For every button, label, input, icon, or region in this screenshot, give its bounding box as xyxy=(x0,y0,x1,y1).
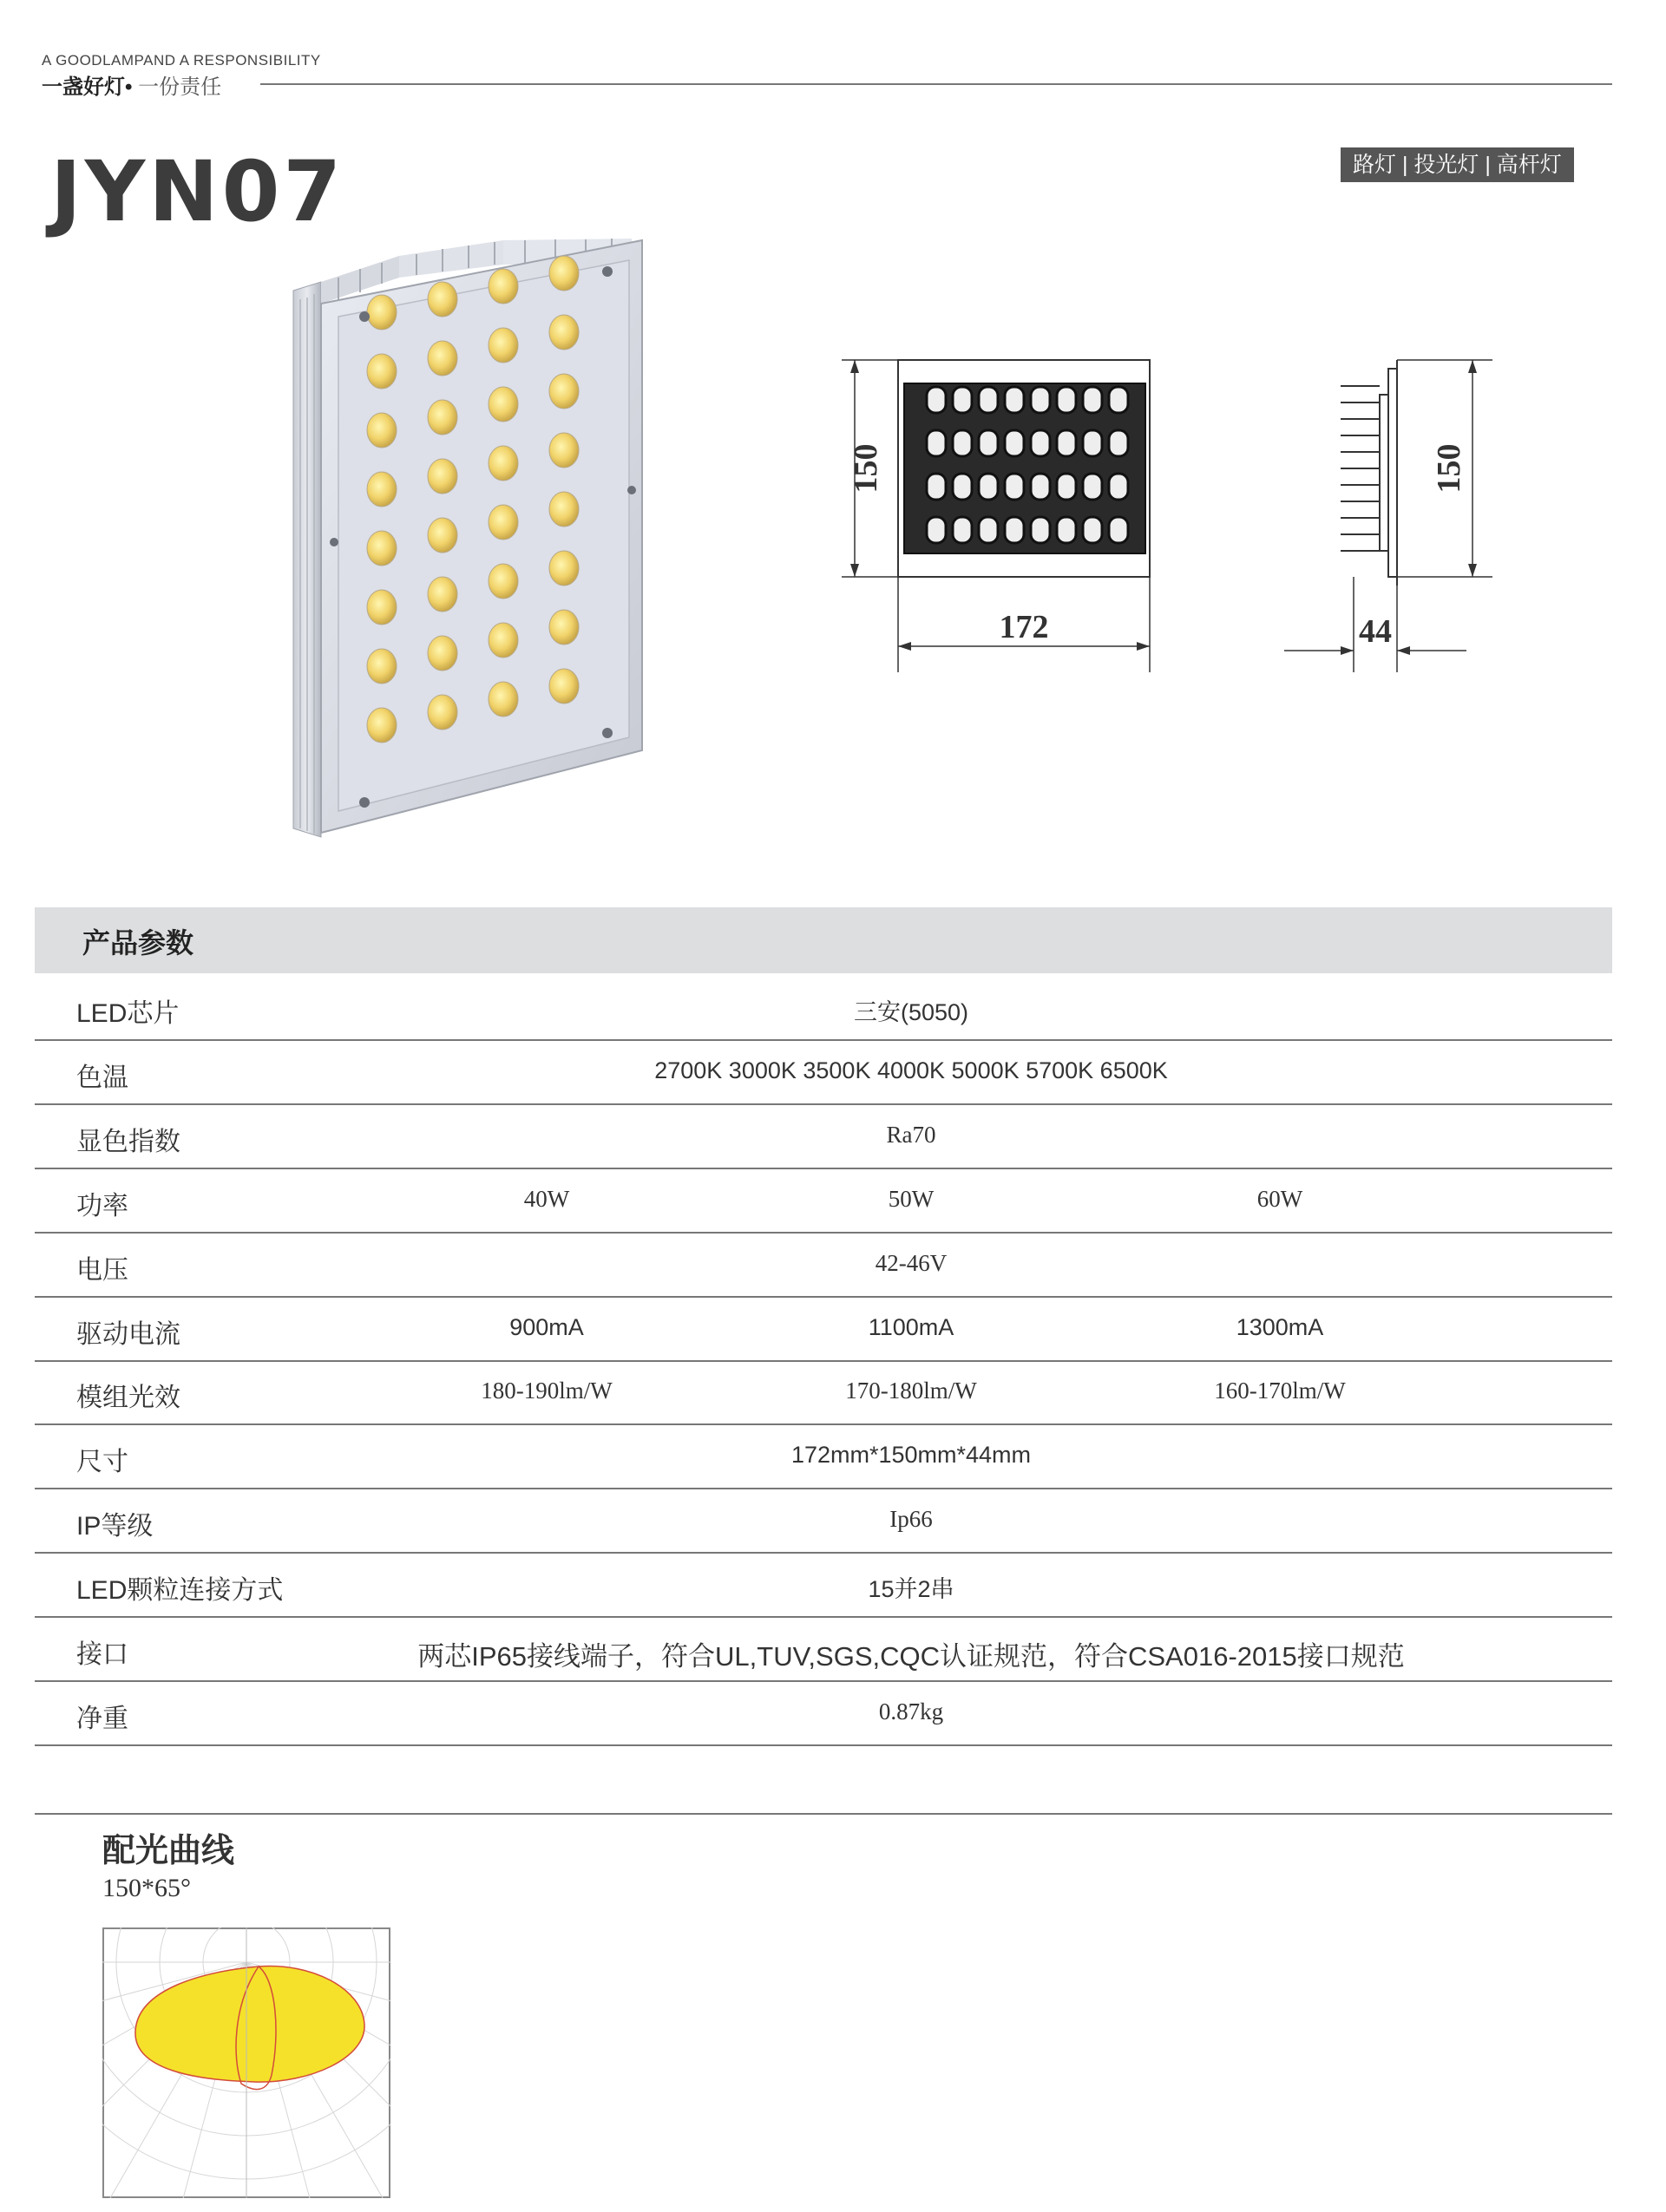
spec-row xyxy=(35,1424,1612,1489)
led-chip xyxy=(367,531,397,566)
lens-cell xyxy=(1057,387,1076,413)
spec-label: LED颗粒连接方式 xyxy=(76,1576,284,1606)
lens-cell xyxy=(1031,430,1050,456)
led-chip xyxy=(367,649,397,684)
lens-cell xyxy=(979,474,998,500)
spec-label: 功率 xyxy=(76,1191,128,1221)
led-chip xyxy=(367,295,397,330)
light-distribution-chart xyxy=(102,1927,390,2198)
spec-row xyxy=(35,1233,1612,1298)
spec-value: 15并2串 xyxy=(868,1576,954,1603)
header-rule xyxy=(260,83,1612,85)
product-model: JYN07 xyxy=(50,143,345,240)
lens-cell xyxy=(1083,387,1102,413)
curve-section-rule xyxy=(35,1813,1612,1815)
led-chip xyxy=(549,433,579,468)
lens-cell xyxy=(1083,517,1102,543)
spec-label: 接口 xyxy=(76,1640,128,1669)
led-chip xyxy=(428,577,457,612)
lens-cell xyxy=(1005,474,1024,500)
lens-cell xyxy=(1031,474,1050,500)
spec-row xyxy=(35,1681,1612,1746)
led-chip xyxy=(428,695,457,730)
lens-cell xyxy=(927,474,946,500)
slogan-thin: 一份责任 xyxy=(138,75,222,99)
lens-cell xyxy=(1057,430,1076,456)
lens-cell xyxy=(1005,430,1024,456)
led-chip xyxy=(489,387,518,422)
spec-value: 两芯IP65接线端子，符合UL,TUV,SGS,CQC认证规范，符合CSA016-2015接口规范 xyxy=(417,1641,1405,1672)
spec-value: Ip66 xyxy=(889,1506,933,1533)
led-chip xyxy=(489,682,518,717)
spec-label: LED芯片 xyxy=(76,999,180,1028)
spec-value: 160-170lm/W xyxy=(1214,1378,1346,1404)
spec-label: IP等级 xyxy=(76,1512,154,1541)
spec-label: 净重 xyxy=(76,1704,128,1733)
spec-value: 1100mA xyxy=(868,1313,954,1340)
led-chip xyxy=(489,564,518,599)
front-height-label: 150 xyxy=(848,443,884,494)
spec-row xyxy=(35,1360,1612,1425)
spec-label: 显色指数 xyxy=(76,1127,180,1156)
lens-cell xyxy=(979,387,998,413)
spec-value: 50W xyxy=(888,1185,935,1212)
led-chip xyxy=(367,472,397,507)
spec-value: 40W xyxy=(523,1185,570,1212)
spec-value: 2700K 3000K 3500K 4000K 5000K 5700K 6500K xyxy=(654,1057,1168,1083)
lens-cell xyxy=(953,517,972,543)
spec-label: 驱动电流 xyxy=(76,1319,180,1349)
led-chip xyxy=(549,256,579,291)
spec-label: 模组光效 xyxy=(76,1384,180,1413)
lens-cell xyxy=(979,517,998,543)
side-height-label: 150 xyxy=(1431,443,1467,494)
lens-cell xyxy=(953,474,972,500)
lens-cell xyxy=(1031,387,1050,413)
spec-label: 尺寸 xyxy=(76,1448,128,1477)
led-chip xyxy=(549,315,579,350)
front-width-label: 172 xyxy=(999,609,1049,645)
led-chip xyxy=(428,459,457,494)
spec-value: 0.87kg xyxy=(878,1698,944,1724)
side-dimension-drawing xyxy=(1267,347,1518,677)
brand-slogan xyxy=(42,69,221,100)
lens-cell xyxy=(953,430,972,456)
led-chip xyxy=(549,492,579,527)
light-curve-title: 配光曲线 xyxy=(102,1833,235,1869)
spec-value: 三安(5050) xyxy=(853,999,969,1025)
led-chip xyxy=(489,505,518,540)
led-chip xyxy=(549,669,579,704)
front-dimension-drawing xyxy=(824,347,1189,677)
lens-cell xyxy=(1057,474,1076,500)
slogan-bold: 一盏好灯• xyxy=(42,75,133,99)
spec-row xyxy=(35,1040,1612,1105)
lens-cell xyxy=(927,430,946,456)
lens-cell xyxy=(1109,387,1128,413)
lens-cell xyxy=(1083,474,1102,500)
led-chip xyxy=(489,623,518,658)
spec-value: 170-180lm/W xyxy=(845,1378,977,1404)
lens-cell xyxy=(927,517,946,543)
spec-label: 电压 xyxy=(76,1255,128,1285)
spec-value: 180-190lm/W xyxy=(481,1378,613,1404)
led-chip xyxy=(428,518,457,553)
led-chip xyxy=(367,413,397,448)
side-depth-label: 44 xyxy=(1359,613,1392,650)
lens-cell xyxy=(1005,387,1024,413)
led-chip xyxy=(549,551,579,586)
light-curve-beam: 150*65° xyxy=(102,1874,191,1902)
led-chip xyxy=(489,328,518,363)
led-chip xyxy=(489,446,518,481)
lens-cell xyxy=(1109,474,1128,500)
product-photo xyxy=(286,230,651,846)
spec-value: 172mm*150mm*44mm xyxy=(790,1442,1032,1469)
spec-row xyxy=(35,1617,1612,1682)
led-chip xyxy=(549,374,579,409)
spec-section-title: 产品参数 xyxy=(82,927,194,959)
spec-label: 色温 xyxy=(76,1063,128,1092)
lens-cell xyxy=(1083,430,1102,456)
lens-cell xyxy=(1031,517,1050,543)
spec-value: 42-46V xyxy=(875,1249,948,1276)
spec-row xyxy=(35,1553,1612,1618)
spec-section-bar xyxy=(35,907,1612,973)
spec-row xyxy=(35,1489,1612,1554)
lens-cell xyxy=(1005,517,1024,543)
led-chip xyxy=(367,708,397,743)
led-chip xyxy=(428,400,457,435)
brand-tagline: A GOODLAMPAND A RESPONSIBILITY xyxy=(42,52,321,69)
spec-value: 900mA xyxy=(509,1313,584,1340)
led-chip xyxy=(367,354,397,389)
led-chip xyxy=(428,282,457,317)
lens-cell xyxy=(1109,517,1128,543)
category-badge: 路灯 | 投光灯 | 高杆灯 xyxy=(1341,147,1574,182)
led-chip xyxy=(428,341,457,376)
led-chip xyxy=(489,269,518,304)
spec-row xyxy=(35,1104,1612,1169)
lens-cell xyxy=(1109,430,1128,456)
lens-cell xyxy=(1057,517,1076,543)
lens-cell xyxy=(979,430,998,456)
spec-value: 1300mA xyxy=(1236,1313,1324,1340)
spec-row xyxy=(35,1168,1612,1234)
lens-cell xyxy=(953,387,972,413)
led-chip xyxy=(428,636,457,671)
led-chip xyxy=(367,590,397,625)
spec-value: 60W xyxy=(1256,1185,1303,1212)
led-chip xyxy=(549,610,579,645)
spec-value: Ra70 xyxy=(886,1121,936,1148)
lens-cell xyxy=(927,387,946,413)
spec-row xyxy=(35,976,1612,1041)
spec-row xyxy=(35,1297,1612,1362)
